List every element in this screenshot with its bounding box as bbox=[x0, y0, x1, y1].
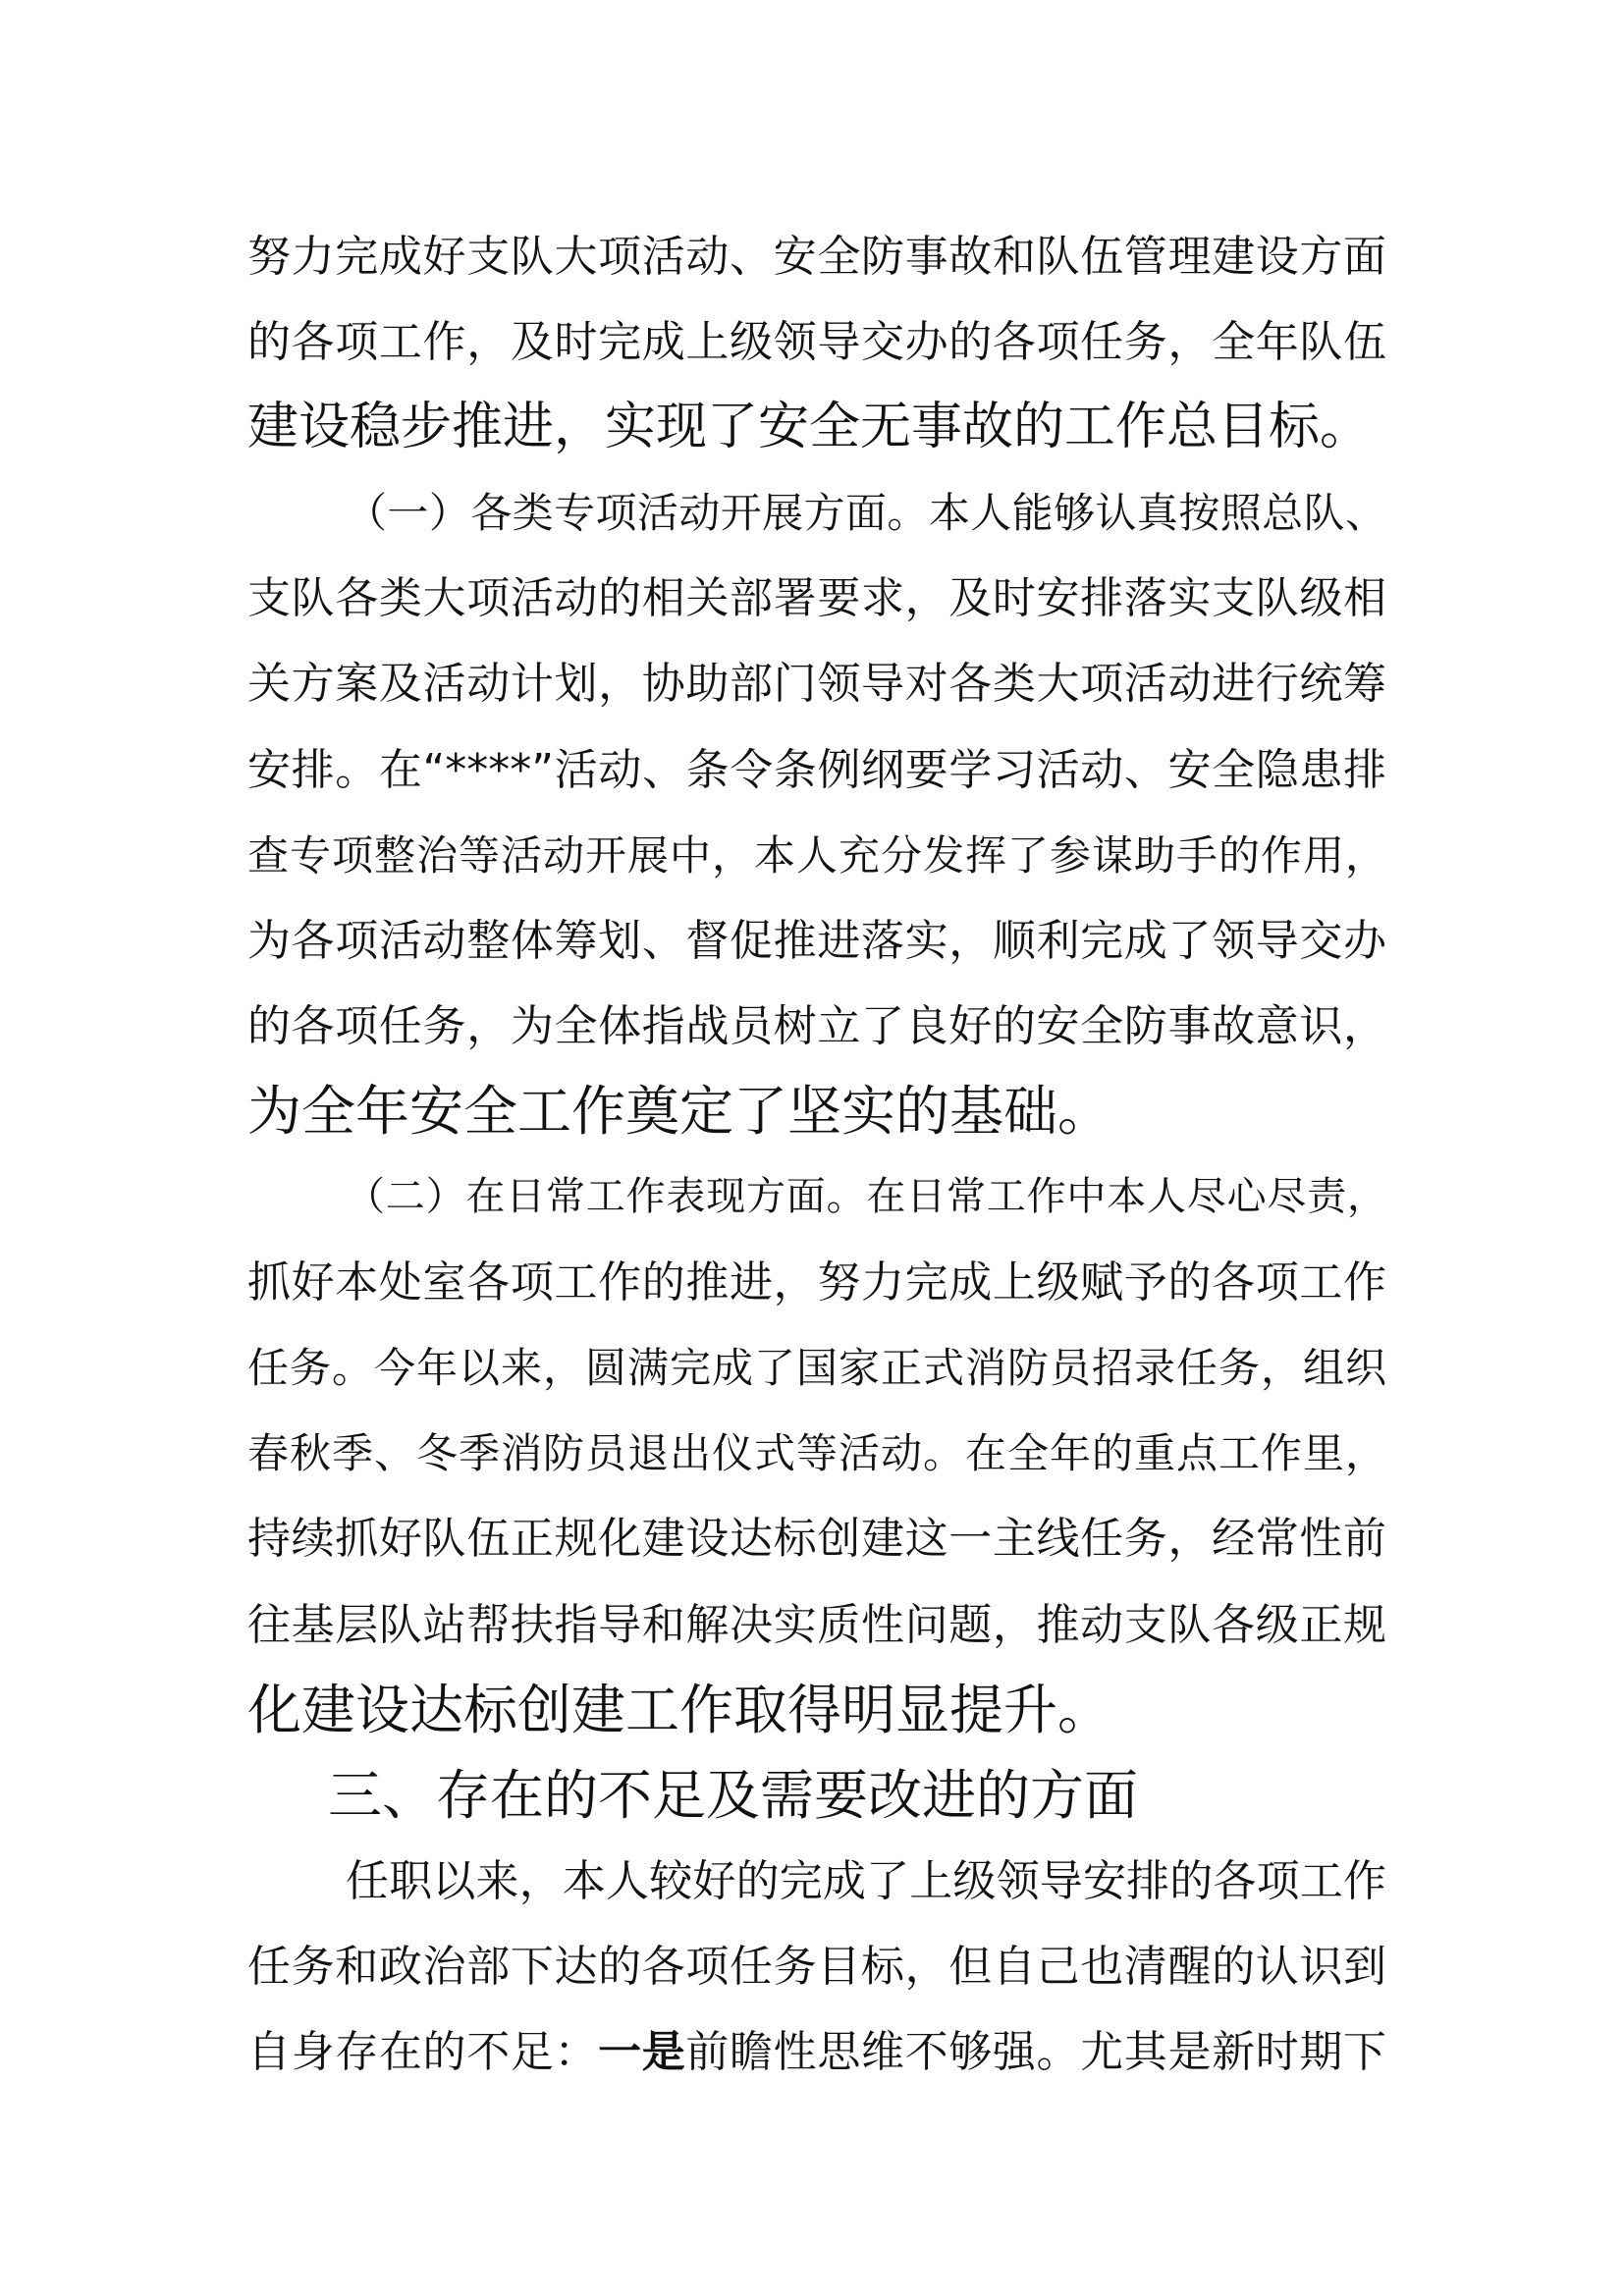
subsection-heading-line: （二）在日常工作表现方面。在日常工作中本人尽心尽责， bbox=[346, 1174, 1386, 1220]
paragraph-line: 往基层队站帮扶指导和解决实质性问题，推动支队各级正规 bbox=[247, 1599, 1386, 1650]
subsection-heading-line: （一）各类专项活动开展方面。本人能够认真按照总队、 bbox=[346, 489, 1386, 538]
text-segment: 前瞻性思维不够强。尤其是新时期下 bbox=[685, 2026, 1387, 2077]
paragraph-line: 关方案及活动计划，协助部门领导对各类大项活动进行统筹 bbox=[247, 659, 1386, 710]
paragraph-line: 任务。今年以来，圆满完成了国家正式消防员招录任务，组织 bbox=[247, 1344, 1386, 1393]
paragraph-line: 查专项整治等活动开展中，本人充分发挥了参谋助手的作用， bbox=[247, 830, 1386, 880]
paragraph-line: 春秋季、冬季消防员退出仪式等活动。在全年的重点工作里， bbox=[247, 1429, 1386, 1478]
paragraph-line: 任务和政治部下达的各项任务目标，但自己也清醒的认识到 bbox=[247, 1941, 1386, 1992]
paragraph-line-final bbox=[247, 2009, 1386, 2095]
bold-emphasis: 一是 bbox=[598, 2026, 686, 2077]
paragraph-line: 努力完成好支队大项活动、安全防事故和队伍管理建设方面 bbox=[247, 232, 1386, 282]
text-segment: 自身存在的不足： bbox=[247, 2026, 599, 2077]
paragraph-line: 支队各类大项活动的相关部署要求，及时安排落实支队级相 bbox=[247, 573, 1386, 624]
section-heading: 三、存在的不足及需要改进的方面 bbox=[328, 1763, 1139, 1827]
paragraph-line: 为全年安全工作奠定了坚实的基础。 bbox=[247, 1079, 1112, 1143]
paragraph-line: 为各项活动整体筹划、督促推进落实，顺利完成了领导交办 bbox=[247, 915, 1386, 966]
paragraph-line: 建设稳步推进，实现了安全无事故的工作总目标。 bbox=[247, 398, 1372, 457]
paragraph-line: 持续抓好队伍正规化建设达标创建这一主线任务，经常性前 bbox=[247, 1514, 1386, 1565]
document-page bbox=[247, 214, 1386, 2095]
paragraph-line: 任职以来，本人较好的完成了上级领导安排的各项工作 bbox=[346, 1855, 1386, 1906]
paragraph-line: 抓好本处室各项工作的推进，努力完成上级赋予的各项工作 bbox=[247, 1257, 1386, 1308]
paragraph-line: 的各项任务，为全体指战员树立了良好的安全防事故意识， bbox=[247, 1000, 1386, 1051]
paragraph-line: 的各项工作，及时完成上级领导交办的各项任务，全年队伍 bbox=[247, 317, 1386, 368]
paragraph-line: 化建设达标创建工作取得明显提升。 bbox=[247, 1678, 1112, 1741]
paragraph-line: 安排。在“****”活动、条令条例纲要学习活动、安全隐患排 bbox=[247, 744, 1386, 795]
